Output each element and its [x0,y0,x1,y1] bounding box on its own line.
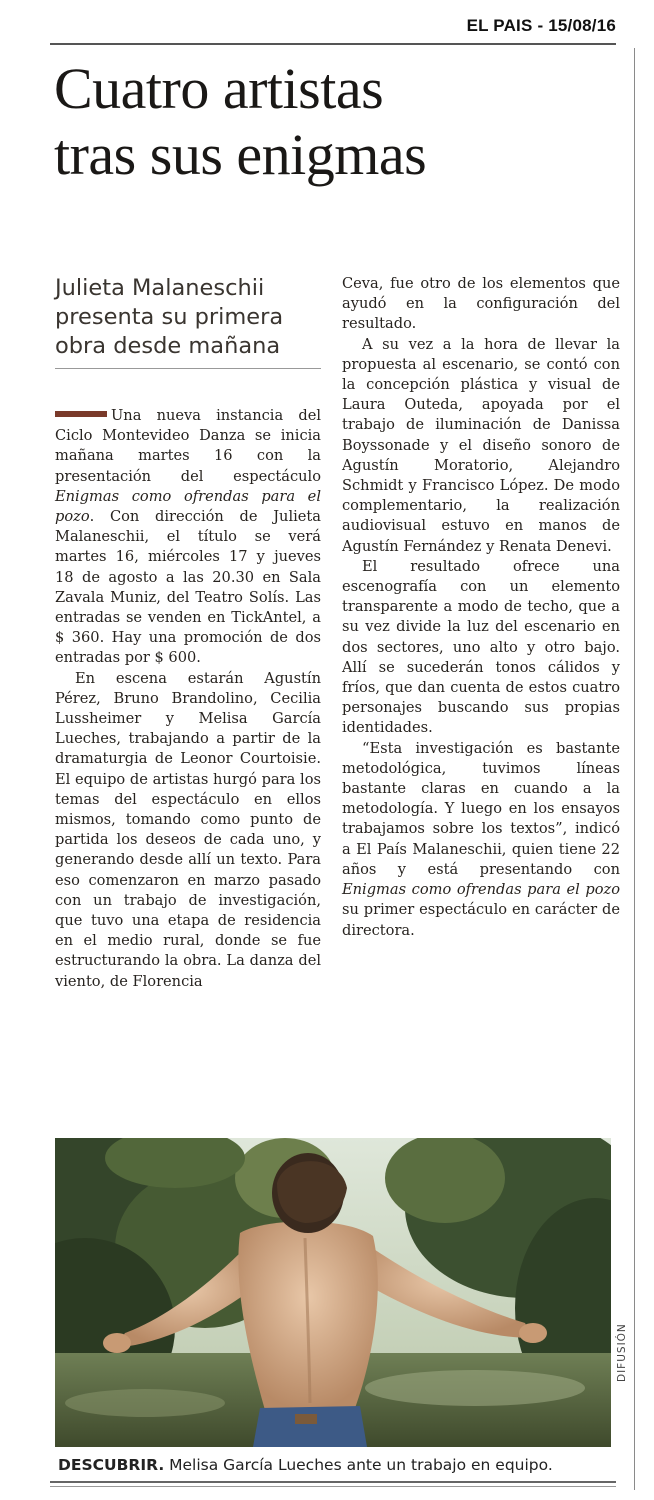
subhead-rule [55,368,321,369]
article-column-right [342,274,620,941]
article-photo [55,1138,611,1447]
photo-credit: DIFUSIÓN [616,1323,628,1382]
paragraph-text: “Esta investigación es bastante metodológica, tuvimos líneas bastante claras en cuando a la metodología. Y luego en los ensayos trabajamos sobre los textos”, indicó a El País Malaneschii, quien tiene 22 años y está presentando con [342,739,620,878]
bottom-rule [50,1481,616,1483]
paragraph-text: . Con dirección de Julieta Malaneschii, el título se verá martes 16, miércoles 17 y jueves 18 de agosto a las 20.30 en Sala Zavala Muniz, del Teatro Solís. Las entradas se venden en TickAntel, a $ 360. Hay una promoción de dos entradas por $ 600. [55,508,321,667]
show-title: Enigmas como ofrendas para el pozo [342,881,620,899]
paragraph-text: Una nueva instancia del Ciclo Montevideo Danza se inicia mañana martes 16 con la presentación del espectáculo [55,407,321,485]
paragraph-text: su primer espectáculo en carácter de directora. [342,901,620,939]
bottom-rule-thin [50,1486,616,1487]
photo-caption [58,1455,628,1475]
top-rule [50,43,616,45]
dancer-photo-illustration [55,1138,611,1447]
headline-line-2: tras sus enigmas [54,122,427,187]
headline-line-1: Cuatro artistas [54,56,384,121]
article-paragraph: El resultado ofrece una escenografía con un elemento transparente a modo de techo, que a su vez divide la luz del escenario en dos sectores, uno alto y otro bajo. Allí se sucederán tonos cálidos y fríos, que dan cuenta de estos cuatro personajes buscando sus propias identidades. [342,557,620,737]
article-paragraph: A su vez a la hora de llevar la propuesta al escenario, se contó con la concepción plástica y visual de Laura Outeda, apoyada por el trabajo de iluminación de Danissa Boyssonade y el diseño sonoro de Agustín Moratorio, Alejandro Schmidt y Francisco López. De modo complementario, la realización audiovisual estuvo en manos de Agustín Fernández y Renata Denevi. [342,335,620,555]
headline [54,56,624,188]
show-title: Enigmas como ofrendas para el pozo [55,487,321,526]
article-column-left [55,406,321,992]
article-paragraph: Ceva, fue otro de los elementos que ayudó en la configuración del resultado. [342,275,620,333]
article-paragraph [342,739,620,941]
article-paragraph [55,406,321,669]
caption-text: Melisa García Lueches ante un trabajo en equipo. [164,1456,553,1474]
caption-lead: DESCUBRIR. [58,1456,165,1474]
kicker-bar [55,411,107,417]
masthead: EL PAIS - 15/08/16 [466,16,616,35]
article-paragraph: En escena estarán Agustín Pérez, Bruno Brandolino, Cecilia Lussheimer y Melisa García Lueches, trabajando a partir de la dramaturgia de Leonor Courtoisie. El equipo de artistas hurgó para los temas del espectáculo en ellos mismos, tomando como punto de partida los deseos de cada uno, y generando desde allí un texto. Para eso comenzaron en marzo pasado con un trabajo de investigación, que tuvo una etapa de residencia en el medio rural, donde se fue estructurando la obra. La danza del viento, de Florencia [55,669,321,990]
column-border [634,48,635,1490]
subheadline: Julieta Malaneschii presenta su primera obra desde mañana [55,275,284,359]
